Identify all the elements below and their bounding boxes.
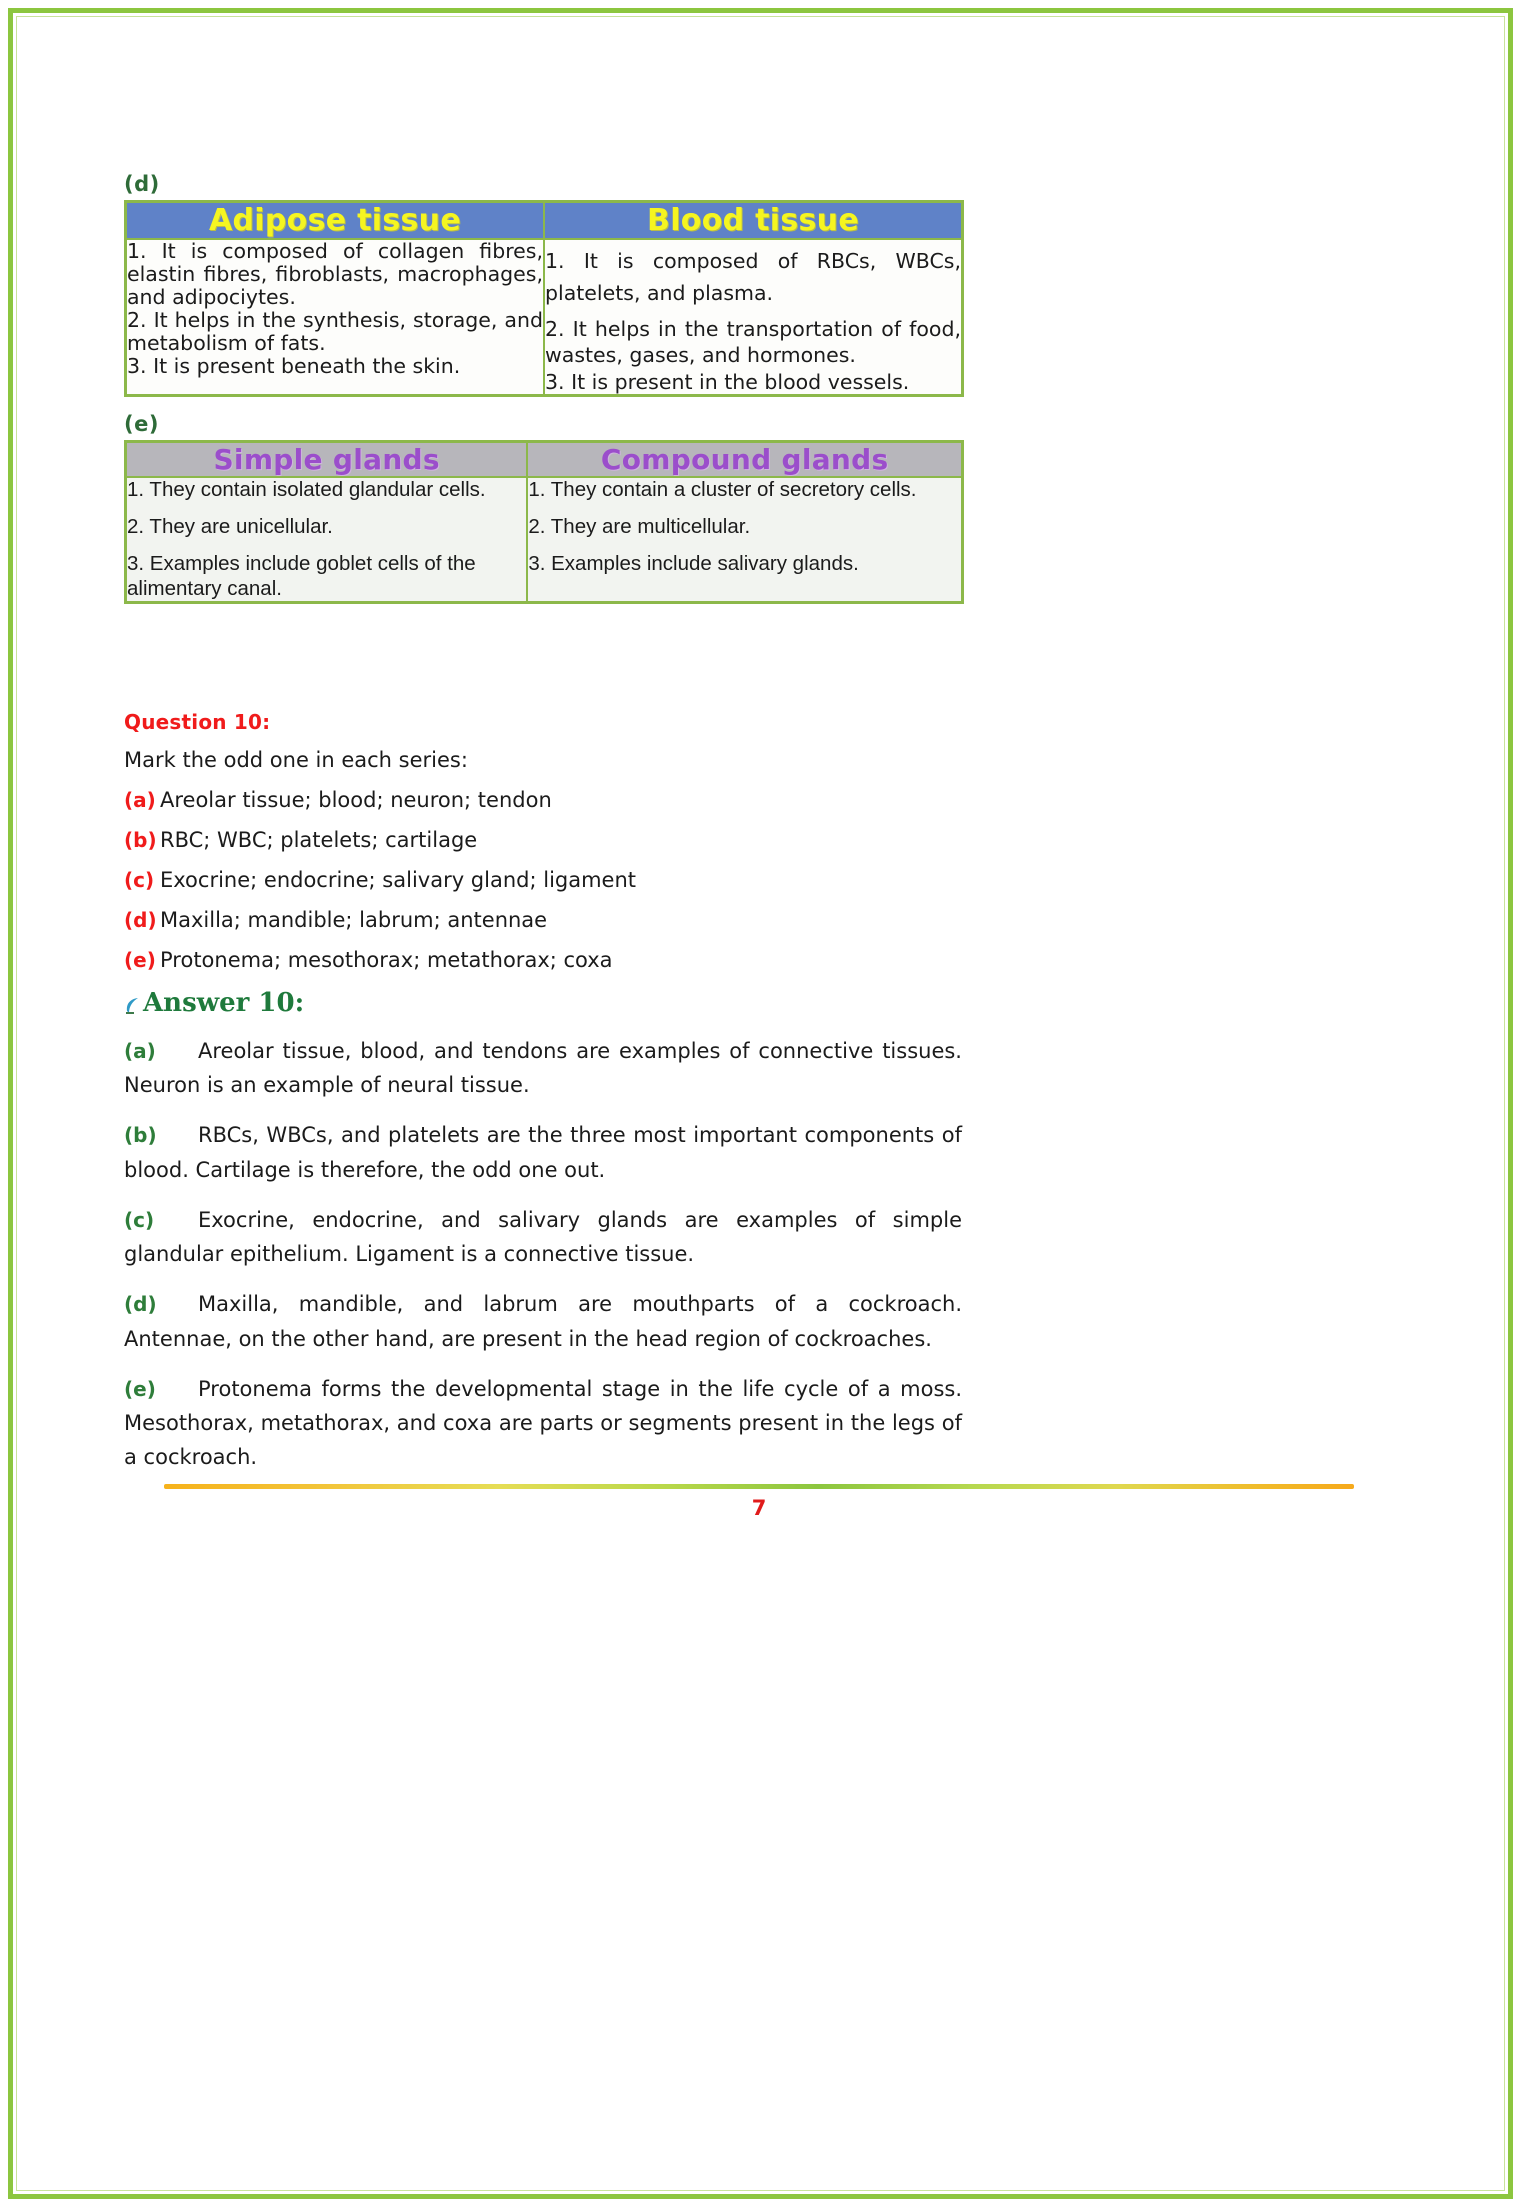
comparison-table-e [124, 440, 964, 604]
question-item-c-label: (c) [124, 868, 155, 892]
table-d-col1-header [126, 202, 545, 240]
question-intro: Mark the odd one in each series: [124, 748, 468, 772]
answer-item-d [124, 1287, 962, 1355]
question-heading: Question 10: [124, 710, 271, 734]
table-d-col2-line-3: 3. It is present in the blood vessels. [545, 369, 910, 394]
table-e-col2-header [527, 442, 962, 478]
table-e-header-row [126, 442, 963, 478]
question-item-a-label: (a) [124, 788, 156, 812]
answer-item-a [124, 1034, 962, 1102]
table-d-col2-title: Blood tissue [647, 203, 859, 238]
table-e-body-row [126, 477, 963, 602]
table-e-col1-line-1: 1. They contain isolated glandular cells. [127, 478, 486, 501]
answer-item-e-label: (e) [124, 1376, 156, 1401]
page-content [124, 0, 1394, 2191]
table-d-col2-line-2: 2. It helps in the transportation of food, wastes, gases, and hormones. [545, 316, 961, 368]
table-e-col2-line-3: 3. Examples include salivary glands. [528, 552, 859, 576]
question-item-d-text: Maxilla; mandible; labrum; antennae [160, 908, 548, 932]
question-item-b-text: RBC; WBC; platelets; cartilage [160, 828, 478, 852]
answer-item-d-text: Maxilla, mandible, and labrum are mouthparts of a cockroach. Antennae, on the other hand, are present in the head region of cockroaches. [124, 1292, 962, 1351]
footer-gradient-rule [164, 1484, 1354, 1489]
answer-item-b-text: RBCs, WBCs, and platelets are the three most important components of blood. Cartilage is therefore, the odd one out. [124, 1123, 962, 1182]
answer-heading-text: Answer 10: [143, 988, 305, 1018]
question-item-e-text: Protonema; mesothorax; metathorax; coxa [160, 948, 613, 972]
answer-item-d-label: (d) [124, 1292, 157, 1317]
answer-item-a-label: (a) [124, 1039, 156, 1063]
question-item-c [124, 868, 1004, 892]
table-d-col1-line-1: 1. It is composed of collagen fibres, elastin fibres, fibroblasts, macrophages, and adipociytes. [127, 239, 543, 309]
question-item-e-label: (e) [124, 948, 156, 972]
answer-heading-row [124, 988, 1004, 1018]
section-e [124, 412, 964, 604]
section-d [124, 172, 964, 397]
question-item-b-label: (b) [124, 828, 157, 852]
table-e-col2-line-1: 1. They contain a cluster of secretory cells. [528, 478, 917, 501]
table-d-col1-line-2: 2. It helps in the synthesis, storage, and metabolism of fats. [127, 307, 543, 355]
page-number: 7 [751, 1496, 767, 1520]
table-e-col2-title: Compound glands [600, 443, 889, 476]
table-d-col1-title: Adipose tissue [209, 203, 461, 238]
table-d-col2-body [544, 239, 963, 395]
table-e-col1-line-3: 3. Examples include goblet cells of the alimentary canal. [127, 552, 476, 600]
answer-item-c-label: (c) [124, 1207, 155, 1232]
answer-item-e [124, 1372, 962, 1475]
table-d-col1-body [126, 239, 545, 395]
answer-item-c-text: Exocrine, endocrine, and salivary glands are examples of simple glandular epithelium. Ligament is a connective tissue. [124, 1207, 962, 1267]
section-label-e: (e) [124, 412, 159, 436]
question-item-c-text: Exocrine; endocrine; salivary gland; ligament [160, 868, 637, 892]
table-d-col1-line-3: 3. It is present beneath the skin. [127, 353, 461, 378]
answer-item-e-text: Protonema forms the developmental stage in the life cycle of a moss. Mesothorax, metathorax, and coxa are parts or segments present in the legs of a cockroach. [124, 1376, 962, 1470]
table-e-col1-body [126, 477, 528, 602]
answer-item-a-text: Areolar tissue, blood, and tendons are examples of connective tissues. Neuron is an example of neural tissue. [124, 1039, 962, 1098]
table-e-col1-line-2: 2. They are unicellular. [127, 515, 333, 539]
table-d-header-row [126, 202, 963, 240]
answer-item-b [124, 1118, 962, 1186]
section-label-d: (d) [124, 172, 160, 196]
answer-item-b-label: (b) [124, 1123, 157, 1148]
table-e-col2-body [527, 477, 962, 602]
answer-item-c [124, 1203, 962, 1271]
question-item-a-text: Areolar tissue; blood; neuron; tendon [160, 788, 552, 812]
leaf-icon [124, 993, 141, 1013]
table-d-col2-header [544, 202, 963, 240]
table-d-body-row [126, 239, 963, 395]
question-item-d [124, 908, 1004, 932]
question-item-b [124, 828, 1004, 852]
table-e-col1-header [126, 442, 528, 478]
question-item-a [124, 788, 1004, 812]
table-d-col2-line-1: 1. It is composed of RBCs, WBCs, platelets, and plasma. [545, 249, 961, 305]
table-e-col2-line-2: 2. They are multicellular. [528, 515, 751, 539]
table-e-col1-title: Simple glands [213, 443, 440, 476]
comparison-table-d [124, 200, 964, 397]
question-item-e [124, 948, 1004, 972]
question-item-d-label: (d) [124, 908, 157, 932]
question-block [124, 710, 1004, 1474]
